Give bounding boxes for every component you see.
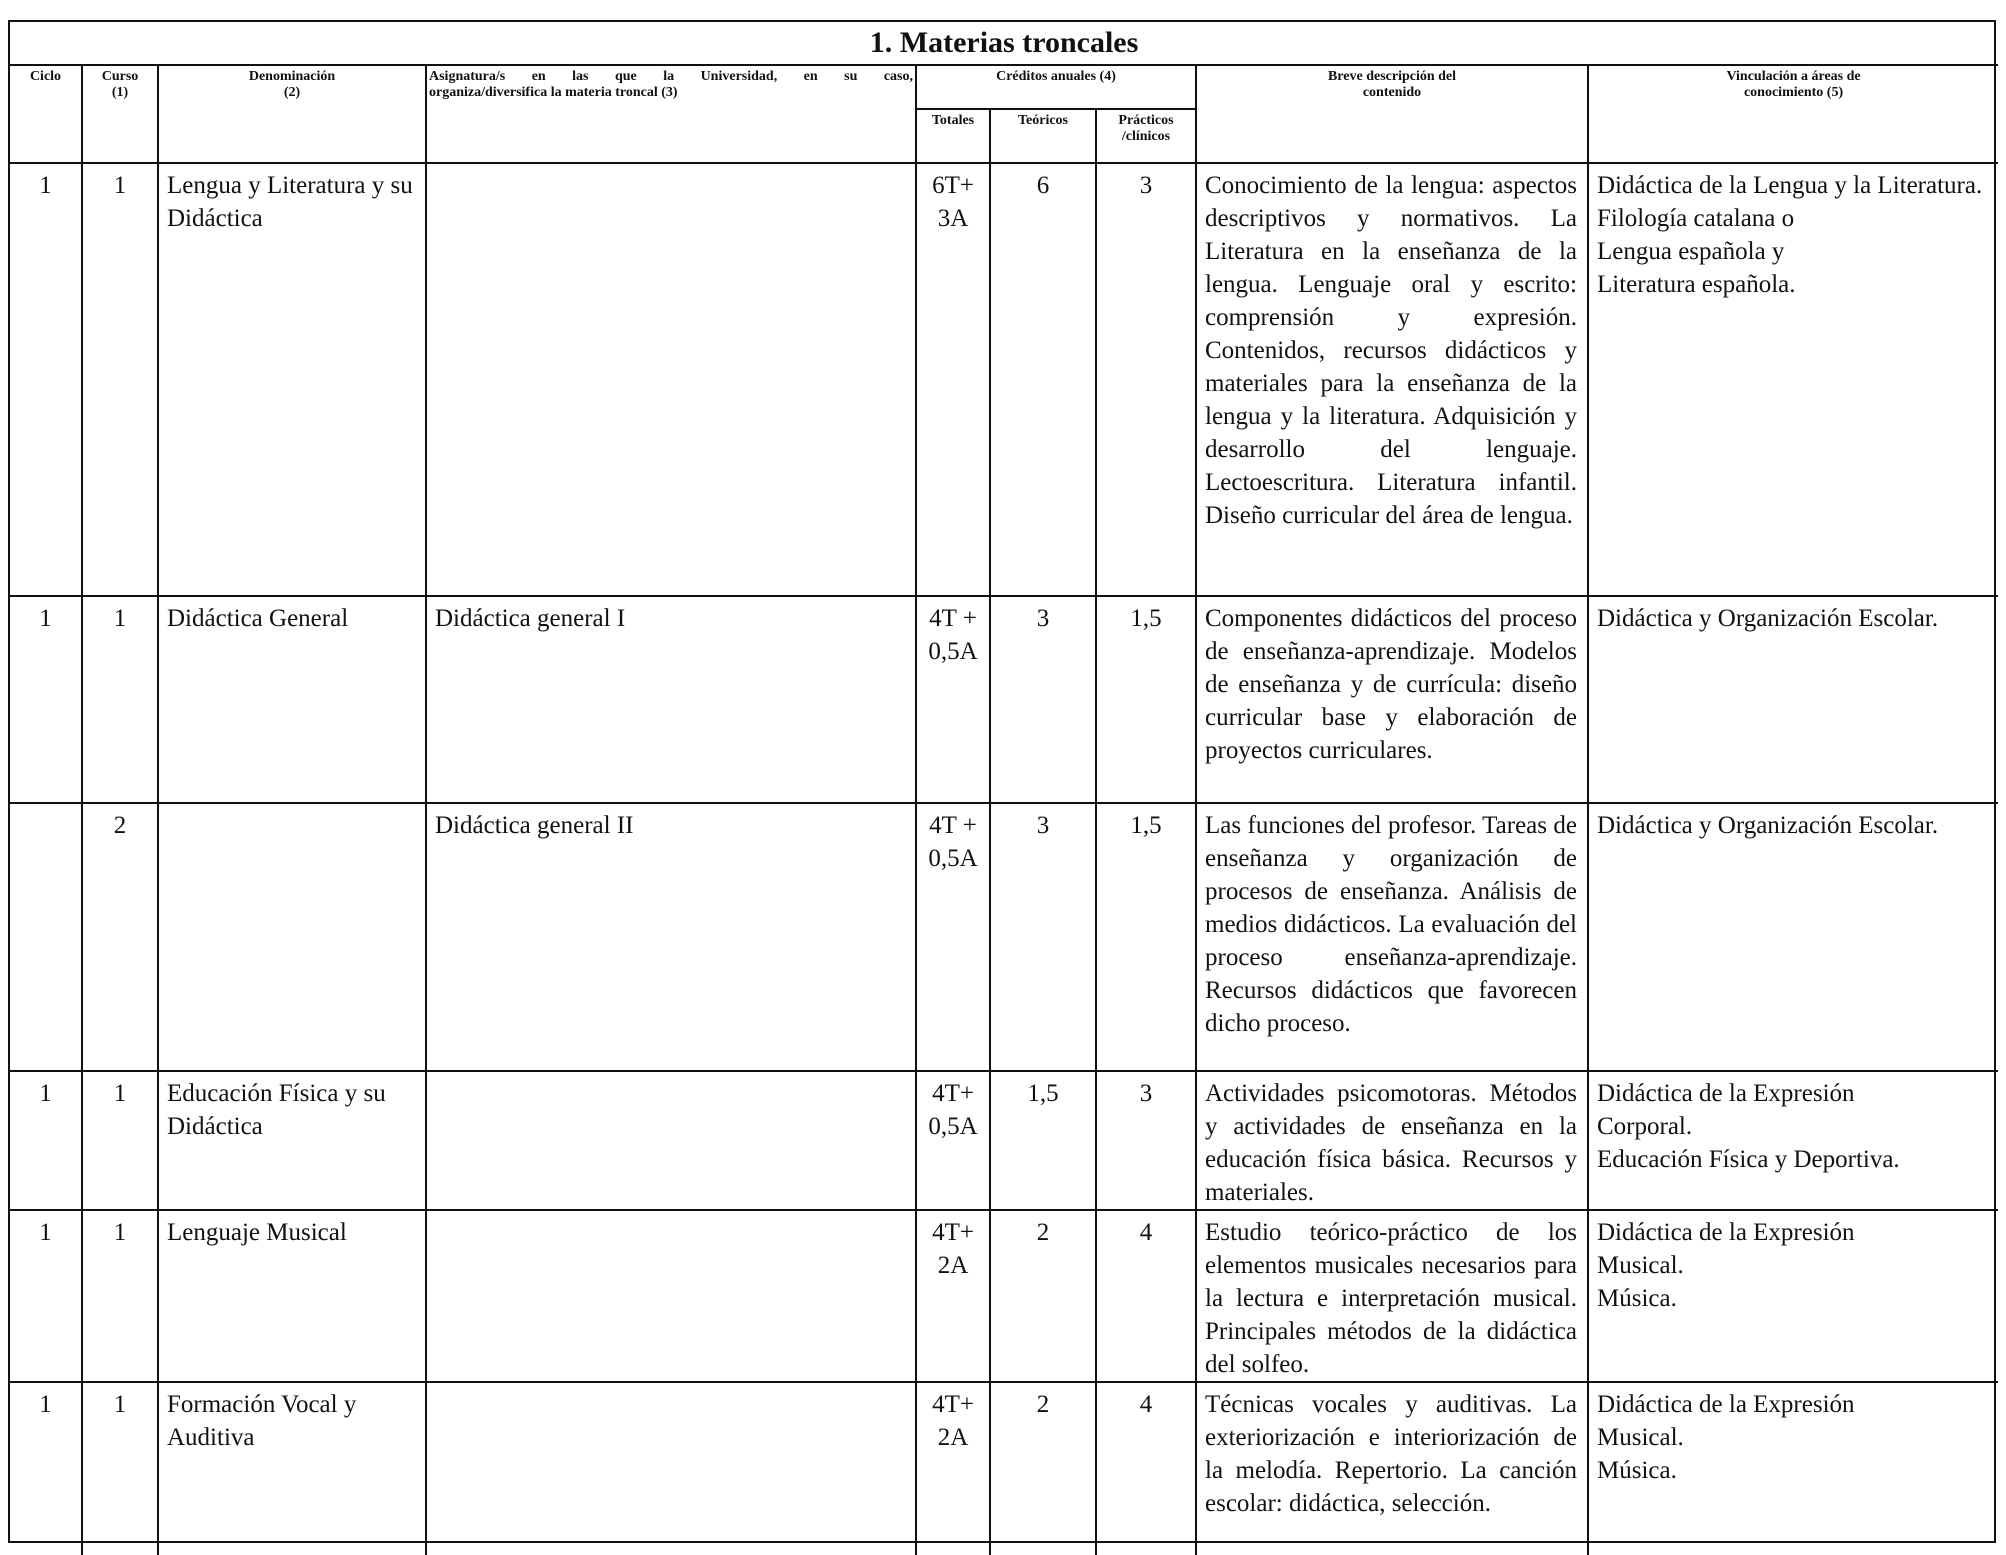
cell-totales: 4T+ 2A [916, 1382, 990, 1555]
header-curso-label: Curso [101, 69, 139, 84]
table-row [10, 803, 1998, 1071]
header-denominacion-label: Denominación [248, 69, 336, 84]
cell-practicos: 3 [1096, 163, 1196, 596]
cell-curso: 1 [82, 163, 158, 596]
cell-vinculacion [1588, 1071, 1998, 1210]
table-title: 1. Materias troncales [10, 22, 1998, 65]
table-row [10, 596, 1998, 803]
vinculacion-area: Musical. [1597, 1252, 1684, 1279]
vinculacion-area: Didáctica y Organización Escolar. [1597, 605, 1939, 632]
cell-ciclo [10, 803, 82, 1071]
cell-teoricos: 3 [990, 803, 1096, 1071]
cell-descripcion: Conocimiento de la lengua: aspectos descriptivos y normativos. La Literatura en la enseñanza de la lengua. Lenguaje oral y escrito: comprensión y expresión. Contenidos, recursos didácticos y materiales para la enseñanza de la lengua y la literatura. Adquisición y desarrollo del lenguaje. Lectoescritura. Literatura infantil. Diseño curricular del área de lengua. [1196, 163, 1588, 596]
header-denominacion-note: (2) [283, 85, 301, 100]
cell-ciclo: 1 [10, 1210, 82, 1382]
cell-ciclo: 1 [10, 1071, 82, 1210]
cell-teoricos: 3 [990, 596, 1096, 803]
header-vinculacion-line1: Vinculación a áreas de [1726, 69, 1861, 84]
header-curso [82, 65, 158, 163]
cell-curso: 1 [82, 596, 158, 803]
vinculacion-area: Lengua española y [1597, 238, 1785, 265]
cell-practicos: 1,5 [1096, 596, 1196, 803]
cell-totales: 4T+ 0,5A [916, 1071, 990, 1210]
cell-denominacion [158, 803, 426, 1071]
header-asignatura-line2: organiza/diversifica la materia troncal (3) [429, 85, 678, 100]
cell-practicos: 4 [1096, 1210, 1196, 1382]
cell-descripcion: Estudio teórico-práctico de los elementos musicales necesarios para la lectura e interpretación musical. Principales métodos de la didáctica del solfeo. [1196, 1210, 1588, 1382]
cell-denominacion: Formación Vocal y Auditiva [158, 1382, 426, 1555]
cell-practicos: 3 [1096, 1071, 1196, 1210]
cell-teoricos: 2 [990, 1382, 1096, 1555]
cell-asignatura [426, 163, 916, 596]
cell-practicos: 4 [1096, 1382, 1196, 1555]
title-row [10, 22, 1998, 65]
cell-ciclo: 1 [10, 596, 82, 803]
vinculacion-area: Didáctica de la Lengua y la Literatura. [1597, 172, 1983, 199]
vinculacion-area: Música. [1597, 1457, 1677, 1484]
vinculacion-area: Didáctica de la Expresión [1597, 1080, 1855, 1107]
cell-denominacion: Lengua y Literatura y su Didáctica [158, 163, 426, 596]
vinculacion-area: Didáctica y Organización Escolar. [1597, 812, 1939, 839]
cell-vinculacion [1588, 1382, 1998, 1555]
cell-curso: 2 [82, 803, 158, 1071]
header-ciclo: Ciclo [10, 65, 82, 163]
cell-curso: 1 [82, 1382, 158, 1555]
cell-vinculacion [1588, 596, 1998, 803]
header-teoricos: Teóricos [990, 109, 1096, 163]
cell-teoricos: 1,5 [990, 1071, 1096, 1210]
document-page [8, 20, 1996, 1543]
cell-asignatura: Didáctica general II [426, 803, 916, 1071]
vinculacion-area: Música. [1597, 1285, 1677, 1312]
cell-descripcion: Las funciones del profesor. Tareas de enseñanza y organización de procesos de enseñanza. Análisis de medios didácticos. La evaluación del proceso enseñanza-aprendizaje. Recursos didácticos que favorecen dicho proceso. [1196, 803, 1588, 1071]
cell-asignatura [426, 1071, 916, 1210]
header-practicos [1096, 109, 1196, 163]
header-descripcion-line2: contenido [1362, 85, 1422, 100]
header-practicos-line2: /clínicos [1121, 129, 1171, 144]
header-practicos-line1: Prácticos [1118, 113, 1174, 128]
cell-teoricos: 6 [990, 163, 1096, 596]
header-asignatura-line1: Asignatura/s en las que la Universidad, en su caso, [429, 69, 913, 84]
cell-vinculacion [1588, 1210, 1998, 1382]
cell-totales: 4T+ 2A [916, 1210, 990, 1382]
cell-denominacion: Didáctica General [158, 596, 426, 803]
table-row [10, 1382, 1998, 1555]
vinculacion-area: Corporal. [1597, 1113, 1693, 1140]
cell-asignatura: Didáctica general I [426, 596, 916, 803]
cell-curso: 1 [82, 1210, 158, 1382]
vinculacion-area: Musical. [1597, 1424, 1684, 1451]
header-denominacion [158, 65, 426, 163]
header-totales: Totales [916, 109, 990, 163]
cell-descripcion: Actividades psicomotoras. Métodos y actividades de enseñanza en la educación física básica. Recursos y materiales. [1196, 1071, 1588, 1210]
cell-totales: 6T+ 3A [916, 163, 990, 596]
header-descripcion [1196, 65, 1588, 163]
cell-denominacion: Educación Física y su Didáctica [158, 1071, 426, 1210]
cell-ciclo: 1 [10, 1382, 82, 1555]
header-row [10, 65, 1998, 109]
header-curso-note: (1) [111, 85, 129, 100]
vinculacion-area: Didáctica de la Expresión [1597, 1391, 1855, 1418]
header-vinculacion-line2: conocimiento (5) [1743, 85, 1844, 100]
cell-vinculacion [1588, 163, 1998, 596]
table-row [10, 163, 1998, 596]
cell-ciclo: 1 [10, 163, 82, 596]
cell-totales: 4T + 0,5A [916, 596, 990, 803]
header-vinculacion [1588, 65, 1998, 163]
vinculacion-area: Filología catalana o [1597, 205, 1795, 232]
header-descripcion-line1: Breve descripción del [1327, 69, 1457, 84]
cell-asignatura [426, 1382, 916, 1555]
header-creditos: Créditos anuales (4) [916, 65, 1196, 109]
table-row [10, 1210, 1998, 1382]
cell-denominacion: Lenguaje Musical [158, 1210, 426, 1382]
cell-totales: 4T + 0,5A [916, 803, 990, 1071]
cell-descripcion: Técnicas vocales y auditivas. La exteriorización e interiorización de la melodía. Repertorio. La canción escolar: didáctica, selección. [1196, 1382, 1588, 1555]
vinculacion-area: Educación Física y Deportiva. [1597, 1146, 1900, 1173]
cell-vinculacion [1588, 803, 1998, 1071]
cell-practicos: 1,5 [1096, 803, 1196, 1071]
table-row [10, 1071, 1998, 1210]
cell-descripcion: Componentes didácticos del proceso de enseñanza-aprendizaje. Modelos de enseñanza y de currícula: diseño curricular base y elaboración de proyectos curriculares. [1196, 596, 1588, 803]
vinculacion-area: Literatura española. [1597, 271, 1796, 298]
cell-curso: 1 [82, 1071, 158, 1210]
cell-teoricos: 2 [990, 1210, 1096, 1382]
vinculacion-area: Didáctica de la Expresión [1597, 1219, 1855, 1246]
materias-table [10, 22, 1998, 1555]
cell-asignatura [426, 1210, 916, 1382]
header-asignatura [426, 65, 916, 163]
